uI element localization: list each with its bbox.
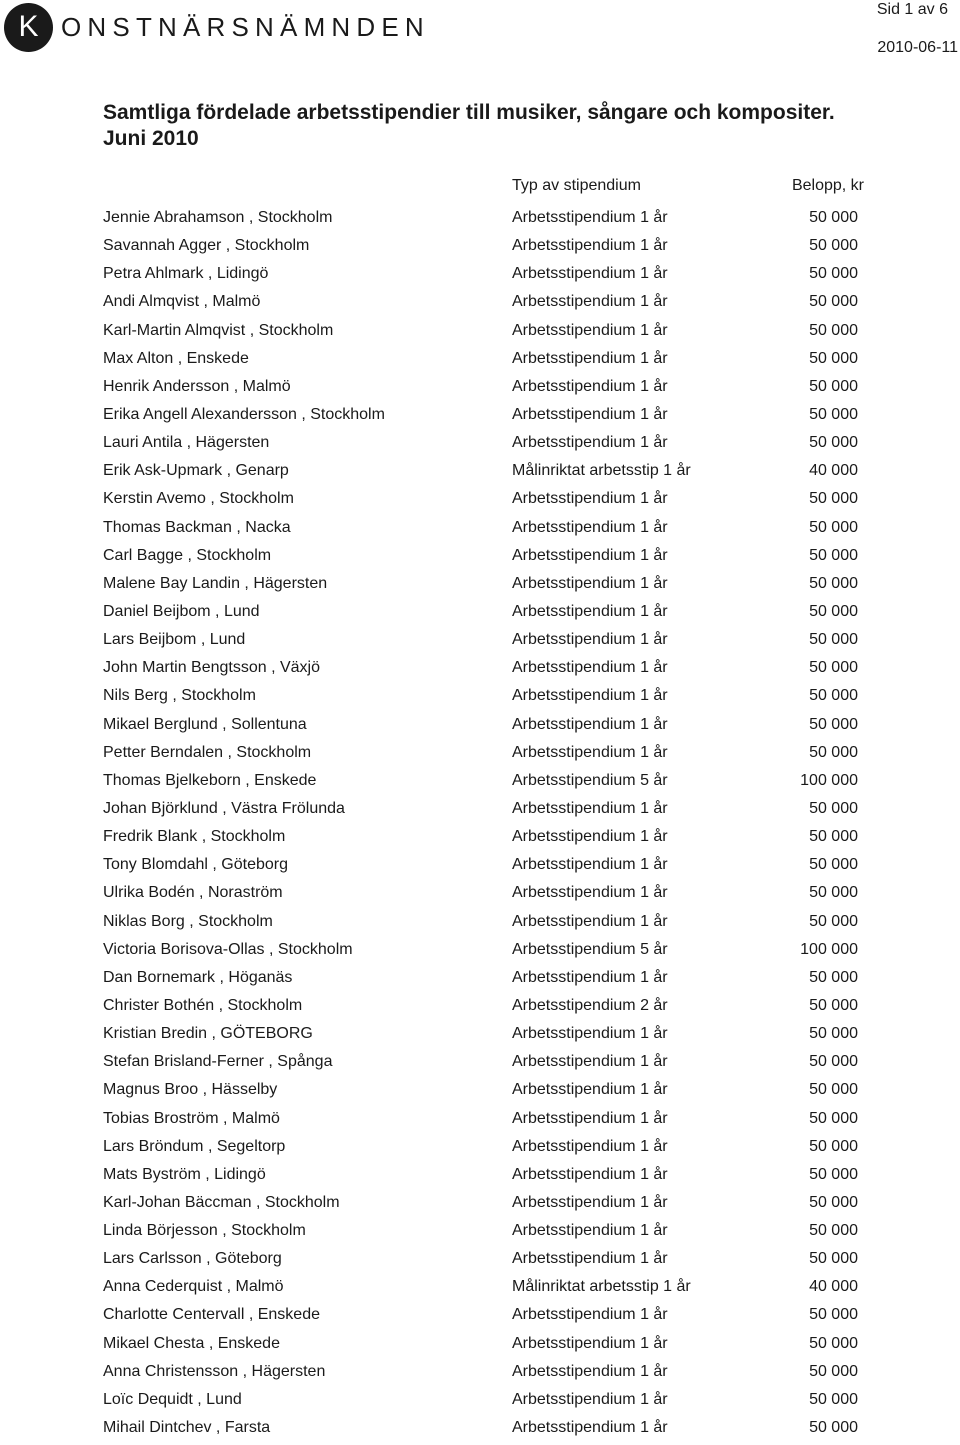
grant-amount: 50 000 [809, 490, 858, 508]
table-row [0, 517, 960, 545]
grant-list [0, 207, 960, 1445]
grant-type: Arbetsstipendium 1 år [512, 602, 668, 620]
grant-type: Arbetsstipendium 1 år [512, 1419, 668, 1437]
grant-amount: 50 000 [809, 574, 858, 592]
recipient-name: Petter Berndalen , Stockholm [103, 743, 312, 761]
recipient-name: Dan Bornemark , Höganäs [103, 968, 293, 986]
grant-type: Arbetsstipendium 1 år [512, 1334, 668, 1352]
table-row [0, 882, 960, 910]
recipient-name: Kristian Bredin , GÖTEBORG [103, 1025, 313, 1043]
table-row [0, 545, 960, 573]
grant-amount: 50 000 [809, 293, 858, 311]
table-row [0, 657, 960, 685]
grant-type: Arbetsstipendium 5 år [512, 771, 668, 789]
document-title [103, 100, 835, 152]
grant-amount: 50 000 [809, 1419, 858, 1437]
grant-amount: 50 000 [809, 602, 858, 620]
recipient-name: Anna Christensson , Hägersten [103, 1362, 326, 1380]
recipient-name: Stefan Brisland-Ferner , Spånga [103, 1053, 333, 1071]
grant-amount: 50 000 [809, 884, 858, 902]
recipient-name: Christer Bothén , Stockholm [103, 996, 303, 1014]
table-row [0, 291, 960, 319]
grant-type: Arbetsstipendium 1 år [512, 1250, 668, 1268]
table-row [0, 320, 960, 348]
table-row [0, 1389, 960, 1417]
grant-type: Arbetsstipendium 1 år [512, 968, 668, 986]
table-row [0, 939, 960, 967]
grant-type: Arbetsstipendium 1 år [512, 546, 668, 564]
grant-amount: 50 000 [809, 715, 858, 733]
grant-amount: 50 000 [809, 405, 858, 423]
grant-type: Arbetsstipendium 2 år [512, 996, 668, 1014]
grant-amount: 50 000 [809, 1165, 858, 1183]
recipient-name: Mikael Berglund , Sollentuna [103, 715, 307, 733]
grant-type: Arbetsstipendium 1 år [512, 1390, 668, 1408]
logo-mark: K [4, 3, 53, 52]
column-header-amount: Belopp, kr [791, 177, 864, 194]
grant-type: Arbetsstipendium 1 år [512, 1306, 668, 1324]
grant-amount: 50 000 [809, 1222, 858, 1240]
grant-amount: 50 000 [809, 743, 858, 761]
grant-type: Arbetsstipendium 1 år [512, 1109, 668, 1127]
recipient-name: Erika Angell Alexandersson , Stockholm [103, 405, 385, 423]
grant-type: Arbetsstipendium 1 år [512, 912, 668, 930]
title-line-1: Samtliga fördelade arbetsstipendier till musiker, sångare och kompositer. [103, 101, 835, 124]
grant-type: Arbetsstipendium 1 år [512, 799, 668, 817]
grant-amount: 50 000 [809, 659, 858, 677]
table-row [0, 1079, 960, 1107]
recipient-name: Erik Ask-Upmark , Genarp [103, 462, 289, 480]
grant-amount: 50 000 [809, 209, 858, 226]
table-row [0, 1192, 960, 1220]
recipient-name: Fredrik Blank , Stockholm [103, 828, 286, 846]
grant-type: Arbetsstipendium 1 år [512, 490, 668, 508]
table-row [0, 1248, 960, 1276]
grant-amount: 50 000 [809, 1053, 858, 1071]
konstnarsnamnden-logo [4, 2, 430, 52]
grant-amount: 50 000 [809, 828, 858, 846]
table-row [0, 1361, 960, 1389]
table-row [0, 995, 960, 1023]
grant-type: Arbetsstipendium 1 år [512, 687, 668, 705]
table-row [0, 573, 960, 601]
grant-type: Arbetsstipendium 1 år [512, 434, 668, 452]
recipient-name: Lars Carlsson , Göteborg [103, 1250, 282, 1268]
grant-type: Arbetsstipendium 1 år [512, 659, 668, 677]
grant-amount: 50 000 [809, 799, 858, 817]
recipient-name: Lars Bröndum , Segeltorp [103, 1137, 286, 1155]
recipient-name: Mats Byström , Lidingö [103, 1165, 266, 1183]
grant-amount: 50 000 [809, 968, 858, 986]
recipient-name: Karl-Martin Almqvist , Stockholm [103, 321, 334, 339]
grant-type: Arbetsstipendium 1 år [512, 1081, 668, 1099]
grant-amount: 50 000 [809, 237, 858, 255]
grant-type: Arbetsstipendium 1 år [512, 349, 668, 367]
recipient-name: Andi Almqvist , Malmö [103, 293, 261, 311]
recipient-name: Carl Bagge , Stockholm [103, 546, 272, 564]
grant-type: Arbetsstipendium 1 år [512, 1193, 668, 1211]
table-row [0, 911, 960, 939]
grant-type: Arbetsstipendium 1 år [512, 743, 668, 761]
table-row [0, 629, 960, 657]
table-row [0, 1220, 960, 1248]
grant-type: Arbetsstipendium 1 år [512, 856, 668, 874]
grant-amount: 50 000 [809, 349, 858, 367]
recipient-name: Linda Börjesson , Stockholm [103, 1222, 306, 1240]
recipient-name: Charlotte Centervall , Enskede [103, 1306, 320, 1324]
grant-type: Målinriktat arbetsstip 1 år [512, 1278, 691, 1296]
grant-type: Arbetsstipendium 1 år [512, 1222, 668, 1240]
grant-type: Arbetsstipendium 1 år [512, 884, 668, 902]
table-row [0, 854, 960, 882]
grant-type: Arbetsstipendium 1 år [512, 1362, 668, 1380]
grant-type: Arbetsstipendium 1 år [512, 1053, 668, 1071]
table-row [0, 1136, 960, 1164]
grant-type: Arbetsstipendium 5 år [512, 940, 668, 958]
logo-wordmark: ONSTNÄRSNÄMNDEN [61, 11, 430, 42]
grant-type: Arbetsstipendium 1 år [512, 631, 668, 649]
recipient-name: Savannah Agger , Stockholm [103, 237, 310, 255]
grant-type: Arbetsstipendium 1 år [512, 405, 668, 423]
grant-amount: 100 000 [800, 940, 858, 958]
grant-amount: 50 000 [809, 1362, 858, 1380]
grant-amount: 50 000 [809, 1193, 858, 1211]
table-row [0, 263, 960, 291]
recipient-name: Kerstin Avemo , Stockholm [103, 490, 294, 508]
table-row [0, 1164, 960, 1192]
table-row [0, 770, 960, 798]
recipient-name: Nils Berg , Stockholm [103, 687, 256, 705]
table-row [0, 714, 960, 742]
grant-amount: 50 000 [809, 996, 858, 1014]
grant-amount: 50 000 [809, 321, 858, 339]
grant-amount: 40 000 [809, 1278, 858, 1296]
table-row [0, 1333, 960, 1361]
recipient-name: Jennie Abrahamson , Stockholm [103, 209, 333, 226]
recipient-name: Lauri Antila , Hägersten [103, 434, 270, 452]
grant-amount: 50 000 [809, 1025, 858, 1043]
table-row [0, 967, 960, 995]
recipient-name: Thomas Bjelkeborn , Enskede [103, 771, 317, 789]
grant-type: Arbetsstipendium 1 år [512, 1137, 668, 1155]
table-row [0, 1023, 960, 1051]
grant-amount: 50 000 [809, 546, 858, 564]
recipient-name: Max Alton , Enskede [103, 349, 249, 367]
recipient-name: Mihail Dintchev , Farsta [103, 1419, 271, 1437]
table-row [0, 1108, 960, 1136]
document-date: 2010-06-11 [877, 39, 958, 56]
recipient-name: Magnus Broo , Hässelby [103, 1081, 278, 1099]
grant-amount: 50 000 [809, 1334, 858, 1352]
grant-type: Arbetsstipendium 1 år [512, 321, 668, 339]
recipient-name: Johan Björklund , Västra Frölunda [103, 799, 345, 817]
grant-amount: 50 000 [809, 912, 858, 930]
grant-type: Arbetsstipendium 1 år [512, 518, 668, 536]
grant-amount: 40 000 [809, 462, 858, 480]
table-row [0, 1417, 960, 1445]
table-row [0, 1051, 960, 1079]
recipient-name: Victoria Borisova-Ollas , Stockholm [103, 940, 353, 958]
column-header-type: Typ av stipendium [512, 177, 641, 194]
grant-amount: 50 000 [809, 377, 858, 395]
recipient-name: Ulrika Bodén , Noraström [103, 884, 283, 902]
grant-amount: 50 000 [809, 1250, 858, 1268]
recipient-name: John Martin Bengtsson , Växjö [103, 659, 321, 677]
table-row [0, 1276, 960, 1304]
recipient-name: Anna Cederquist , Malmö [103, 1278, 284, 1296]
grant-amount: 50 000 [809, 687, 858, 705]
grant-amount: 50 000 [809, 631, 858, 649]
grant-amount: 50 000 [809, 1081, 858, 1099]
table-row [0, 348, 960, 376]
recipient-name: Daniel Beijbom , Lund [103, 602, 260, 620]
table-row [0, 460, 960, 488]
grant-type: Arbetsstipendium 1 år [512, 209, 668, 226]
grant-amount: 50 000 [809, 856, 858, 874]
table-row [0, 826, 960, 854]
recipient-name: Tobias Broström , Malmö [103, 1109, 280, 1127]
grant-type: Arbetsstipendium 1 år [512, 1165, 668, 1183]
recipient-name: Tony Blomdahl , Göteborg [103, 856, 288, 874]
recipient-name: Loïc Dequidt , Lund [103, 1390, 242, 1408]
page-indicator: Sid 1 av 6 [876, 1, 948, 18]
table-row [0, 798, 960, 826]
grant-type: Arbetsstipendium 1 år [512, 293, 668, 311]
grant-type: Arbetsstipendium 1 år [512, 377, 668, 395]
grant-amount: 50 000 [809, 1390, 858, 1408]
recipient-name: Niklas Borg , Stockholm [103, 912, 273, 930]
table-row [0, 1304, 960, 1332]
grant-amount: 100 000 [800, 771, 858, 789]
grant-amount: 50 000 [809, 1109, 858, 1127]
recipient-name: Malene Bay Landin , Hägersten [103, 574, 328, 592]
recipient-name: Petra Ahlmark , Lidingö [103, 265, 269, 283]
grant-amount: 50 000 [809, 265, 858, 283]
grant-amount: 50 000 [809, 434, 858, 452]
table-row [0, 235, 960, 263]
grant-type: Målinriktat arbetsstip 1 år [512, 462, 691, 480]
grant-type: Arbetsstipendium 1 år [512, 237, 668, 255]
title-line-2: Juni 2010 [103, 127, 199, 150]
recipient-name: Mikael Chesta , Enskede [103, 1334, 280, 1352]
recipient-name: Henrik Andersson , Malmö [103, 377, 291, 395]
recipient-name: Karl-Johan Bäccman , Stockholm [103, 1193, 340, 1211]
recipient-name: Lars Beijbom , Lund [103, 631, 246, 649]
table-row [0, 601, 960, 629]
grant-amount: 50 000 [809, 1137, 858, 1155]
table-row [0, 376, 960, 404]
table-row [0, 742, 960, 770]
recipient-name: Thomas Backman , Nacka [103, 518, 291, 536]
grant-type: Arbetsstipendium 1 år [512, 715, 668, 733]
table-row [0, 432, 960, 460]
grant-type: Arbetsstipendium 1 år [512, 828, 668, 846]
table-row [0, 685, 960, 713]
grant-type: Arbetsstipendium 1 år [512, 574, 668, 592]
table-row [0, 488, 960, 516]
table-row [0, 207, 960, 235]
grant-type: Arbetsstipendium 1 år [512, 265, 668, 283]
grant-type: Arbetsstipendium 1 år [512, 1025, 668, 1043]
grant-amount: 50 000 [809, 1306, 858, 1324]
table-row [0, 404, 960, 432]
grant-amount: 50 000 [809, 518, 858, 536]
